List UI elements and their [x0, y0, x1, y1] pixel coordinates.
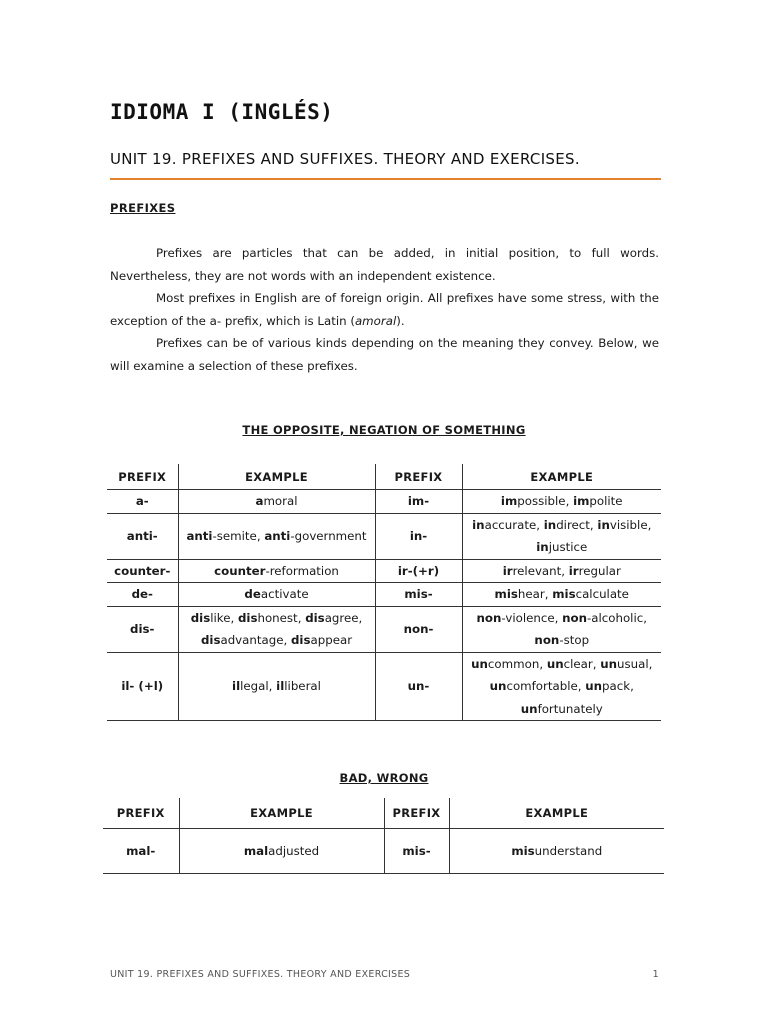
prefix-cell: in-: [375, 513, 462, 559]
document-title: IDIOMA I (INGLÉS): [110, 100, 334, 124]
page-footer: [110, 969, 659, 980]
column-header: PREFIX: [375, 464, 462, 490]
prefix-cell: mal-: [103, 829, 179, 874]
prefix-cell: ir-(+r): [375, 559, 462, 583]
example-cell: non-violence, non-alcoholic, non-stop: [462, 606, 661, 652]
example-cell: irrelevant, irregular: [462, 559, 661, 583]
example-cell: mishear, miscalculate: [462, 583, 661, 607]
column-header: EXAMPLE: [179, 798, 384, 829]
prefix-cell: mis-: [384, 829, 449, 874]
example-cell: deactivate: [178, 583, 375, 607]
prefix-cell: counter-: [107, 559, 178, 583]
prefix-cell: un-: [375, 652, 462, 721]
table-row: [107, 490, 661, 514]
example-cell: dislike, dishonest, disagree, disadvantage, disappear: [178, 606, 375, 652]
table-row: [107, 559, 661, 583]
prefix-cell: non-: [375, 606, 462, 652]
section-title: PREFIXES: [110, 201, 176, 215]
table1-caption: THE OPPOSITE, NEGATION OF SOMETHING: [242, 423, 526, 437]
example-cell: counter-reformation: [178, 559, 375, 583]
column-header: PREFIX: [103, 798, 179, 829]
intro-text-part: Most prefixes in English are of foreign origin. All prefixes have some stress, with the exception of the a- prefix, which is Latin (: [110, 291, 659, 328]
column-header: PREFIX: [384, 798, 449, 829]
prefix-cell: a-: [107, 490, 178, 514]
column-header: EXAMPLE: [449, 798, 664, 829]
example-cell: illegal, illiberal: [178, 652, 375, 721]
column-header: EXAMPLE: [178, 464, 375, 490]
example-cell: amoral: [178, 490, 375, 514]
table-header-row: [103, 798, 664, 829]
title-divider: [110, 178, 661, 180]
example-cell: uncommon, unclear, unusual, uncomfortable, unpack, unfortunately: [462, 652, 661, 721]
table-row: [107, 652, 661, 721]
example-cell: maladjusted: [179, 829, 384, 874]
intro-emphasis: amoral: [354, 313, 397, 328]
prefix-cell: anti-: [107, 513, 178, 559]
example-cell: inaccurate, indirect, invisible, injustice: [462, 513, 661, 559]
prefix-cell: mis-: [375, 583, 462, 607]
intro-paragraph: Prefixes are particles that can be added, in initial position, to full words. Nevertheless, they are not words with an independent existence.: [110, 246, 659, 283]
prefix-cell: de-: [107, 583, 178, 607]
intro-paragraph: [110, 287, 659, 332]
prefix-cell: dis-: [107, 606, 178, 652]
table2-caption: BAD, WRONG: [339, 771, 429, 785]
table-row: [103, 829, 664, 874]
prefix-cell: il- (+l): [107, 652, 178, 721]
intro-text-part: ).: [396, 313, 405, 328]
table-header-row: [107, 464, 661, 490]
column-header: PREFIX: [107, 464, 178, 490]
page-number: 1: [652, 969, 659, 980]
prefix-table-bad-wrong: [103, 798, 664, 874]
footer-text: UNIT 19. PREFIXES AND SUFFIXES. THEORY AND EXERCISES: [110, 969, 411, 980]
example-cell: impossible, impolite: [462, 490, 661, 514]
column-header: EXAMPLE: [462, 464, 661, 490]
example-cell: anti-semite, anti-government: [178, 513, 375, 559]
unit-title: UNIT 19. PREFIXES AND SUFFIXES. THEORY AND EXERCISES.: [110, 150, 580, 168]
prefix-table-negation: [107, 464, 661, 721]
table-row: [107, 606, 661, 652]
intro-text: [110, 242, 659, 377]
intro-paragraph: Prefixes can be of various kinds depending on the meaning they convey. Below, we will examine a selection of these prefixes.: [110, 336, 659, 373]
table-row: [107, 513, 661, 559]
table-row: [107, 583, 661, 607]
example-cell: misunderstand: [449, 829, 664, 874]
prefix-cell: im-: [375, 490, 462, 514]
